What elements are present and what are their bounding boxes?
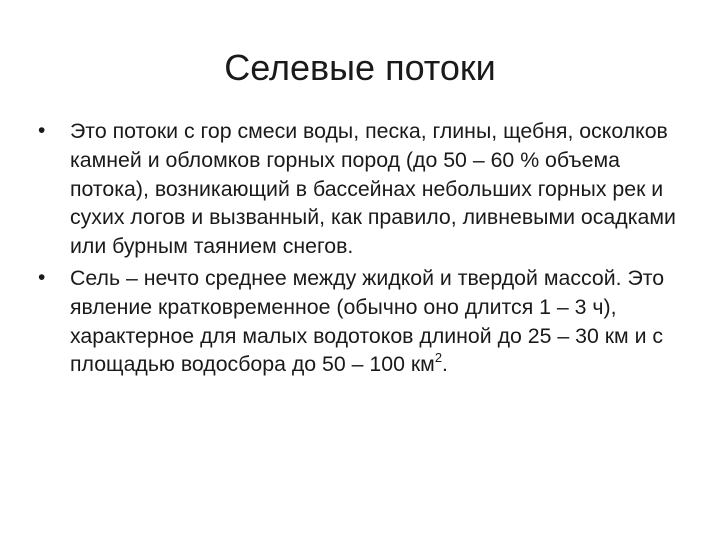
bullet-text-2-end: . bbox=[442, 352, 448, 377]
bullet-list bbox=[38, 117, 688, 382]
bullet-text-2: Сель – нечто среднее между жидкой и твердой массой. Это явление кратковременное (обычно оно длится 1 – 3 ч), характерное для малых водотоков длиной до 25 – 30 км и с площадью водосбора до 50 – 100 км bbox=[70, 265, 665, 377]
bullet-item-1 bbox=[38, 117, 688, 261]
slide-title: Селевые потоки bbox=[224, 47, 496, 88]
superscript-two: 2 bbox=[434, 350, 443, 366]
bullet-icon: • bbox=[38, 119, 46, 142]
bullet-text-1: Это потоки с гор смеси воды, песка, глины, щебня, осколков камней и обломков горных пород (до 50 – 60 % объема потока), возникающий в бассейнах небольших горных рек и сухих логов и вызванный, как правило, ливневыми осадками или бурным таянием снегов. bbox=[70, 119, 676, 259]
bullet-icon: • bbox=[38, 265, 46, 289]
bullet-item-2 bbox=[38, 264, 688, 379]
